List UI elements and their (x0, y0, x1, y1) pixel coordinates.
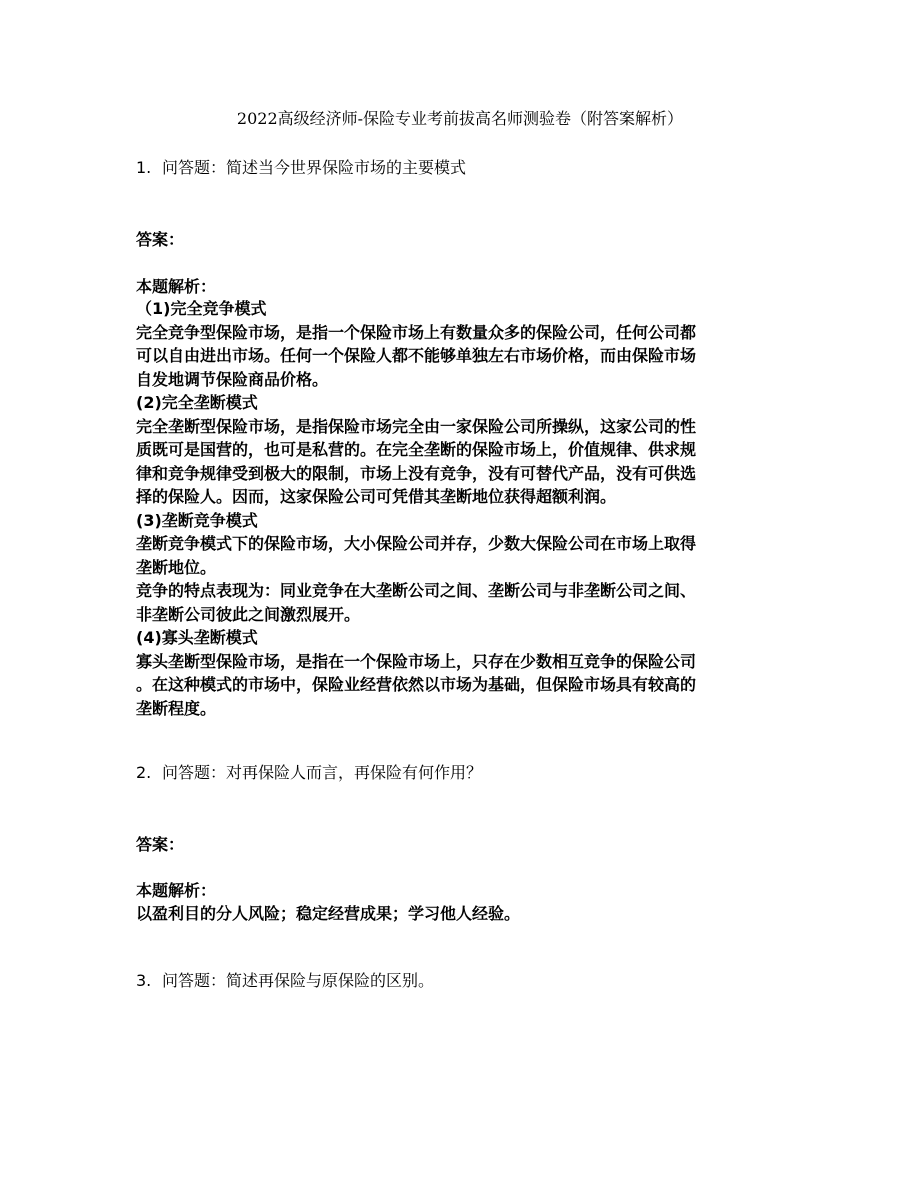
question-prompt: 问答题：简述当今世界保险市场的主要模式 (162, 158, 467, 177)
analysis-label: 本题解析： (136, 881, 217, 900)
question-3 (136, 969, 434, 993)
analysis-body (136, 902, 776, 926)
page-title: 2022高级经济师-保险专业考前拔高名师测验卷（附答案解析） (236, 109, 684, 128)
analysis-line: 非垄断公司彼此之间激烈展开。 (136, 604, 361, 624)
analysis-line: 择的保险人。因而，这家保险公司可凭借其垄断地位获得超额利润。 (136, 487, 617, 506)
analysis-line: 完全竞争型保险市场，是指一个保险市场上有数量众多的保险公司，任何公司都 (136, 322, 697, 342)
question-prompt: 问答题：简述再保险与原保险的区别。 (162, 971, 435, 990)
question-number: 1. (136, 158, 152, 177)
analysis-line: 寡头垄断型保险市场，是指在一个保险市场上，只存在少数相互竞争的保险公司 (136, 651, 697, 671)
analysis-line: (2)完全垄断模式 (136, 393, 258, 412)
analysis-line: 质既可是国营的，也可是私营的。在完全垄断的保险市场上，价值规律、供求规 (136, 440, 697, 459)
question-1 (136, 156, 466, 180)
analysis-line: 完全垄断型保险市场，是指保险市场完全由一家保险公司所操纵，这家公司的性 (136, 416, 697, 436)
analysis-line: 律和竞争规律受到极大的限制，市场上没有竞争，没有可替代产品，没有可供选 (136, 463, 697, 483)
analysis-line: 竞争的特点表现为：同业竞争在大垄断公司之间、垄断公司与非垄断公司之间、 (136, 581, 697, 600)
question-prompt: 问答题：对再保险人而言，再保险有何作用？ (162, 763, 483, 782)
analysis-line: 垄断地位。 (136, 557, 217, 577)
analysis-line: 以盈利目的分人风险；稳定经营成果；学习他人经验。 (136, 904, 521, 923)
analysis-line: （1)完全竞争模式 (136, 299, 267, 318)
question-number: 2. (136, 763, 152, 782)
answer-label: 答案： (136, 835, 185, 854)
analysis-line: 垄断竞争模式下的保险市场，大小保险公司并存，少数大保险公司在市场上取得 (136, 534, 697, 553)
answer-label: 答案： (136, 230, 185, 249)
analysis-line: 自发地调节保险商品价格。 (136, 369, 329, 389)
analysis-line: 可以自由进出市场。任何一个保险人都不能够单独左右市场价格，而由保险市场 (136, 346, 697, 365)
analysis-label: 本题解析： (136, 277, 217, 296)
question-number: 3. (136, 971, 152, 990)
analysis-line: (4)寡头垄断模式 (136, 628, 258, 647)
analysis-line: (3)垄断竞争模式 (136, 510, 258, 530)
analysis-line: 。在这种模式的市场中，保险业经营依然以市场为基础，但保险市场具有较高的 (136, 675, 697, 694)
analysis-line: 垄断程度。 (136, 698, 217, 718)
analysis-body (136, 297, 776, 720)
question-2 (136, 761, 482, 785)
